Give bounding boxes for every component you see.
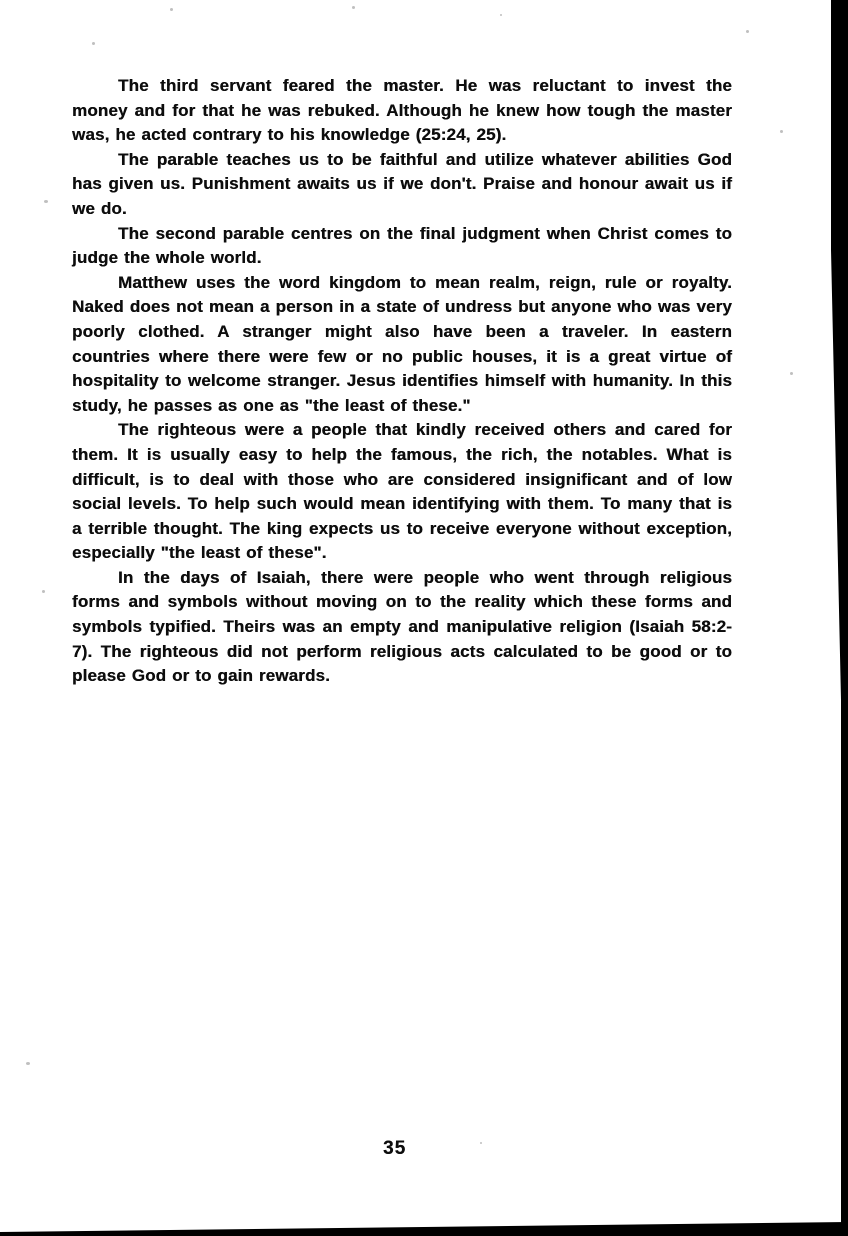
body-paragraph: The parable teaches us to be faithful and utilize whatever abilities God has given us. Punishment awaits us if we don't. Praise and honour await us if we do. bbox=[72, 149, 732, 218]
scan-speck bbox=[44, 200, 48, 203]
scan-speck bbox=[480, 1142, 482, 1144]
scan-speck bbox=[500, 14, 502, 16]
scan-speck bbox=[790, 372, 793, 375]
scan-speck bbox=[780, 130, 783, 133]
scan-speck bbox=[42, 590, 45, 593]
scan-speck bbox=[352, 6, 355, 9]
page-body-text bbox=[72, 74, 732, 689]
scan-edge-artifact-bottom bbox=[0, 1220, 848, 1236]
scan-speck bbox=[26, 1062, 30, 1065]
scan-speck bbox=[92, 42, 95, 45]
scan-speck bbox=[170, 8, 173, 11]
body-paragraph: Matthew uses the word kingdom to mean realm, reign, rule or royalty. Naked does not mean a person in a state of undress but anyone who was very poorly clothed. A stranger might also have been a traveler. In eastern countries where there were few or no public houses, it is a great virtue of hospitality to welcome stranger. Jesus identifies himself with humanity. In this study, he passes as one as "the least of these." bbox=[72, 272, 732, 415]
scan-speck bbox=[746, 30, 749, 33]
page-number: 35 bbox=[383, 1138, 407, 1159]
scan-edge-artifact-right bbox=[828, 0, 848, 1236]
body-paragraph: The righteous were a people that kindly received others and cared for them. It is usually easy to help the famous, the rich, the notables. What is difficult, is to deal with those who are considered insignificant and of low social levels. To help such would mean identifying with them. To many that is a terrible thought. The king expects us to receive everyone without exception, especially "the least of these". bbox=[72, 420, 732, 563]
body-paragraph: In the days of Isaiah, there were people who went through religious forms and symbols without moving on to the reality which these forms and symbols typified. Theirs was an empty and manipulative religion (Isaiah 58:2-7). The righteous did not perform religious acts calculated to be good or to please God or to gain rewards. bbox=[72, 567, 732, 686]
body-paragraph: The third servant feared the master. He was reluctant to invest the money and for that he was rebuked. Although he knew how tough the master was, he acted contrary to his knowledge (25:24, 25). bbox=[72, 76, 732, 145]
body-paragraph: The second parable centres on the final judgment when Christ comes to judge the whole world. bbox=[72, 223, 732, 268]
